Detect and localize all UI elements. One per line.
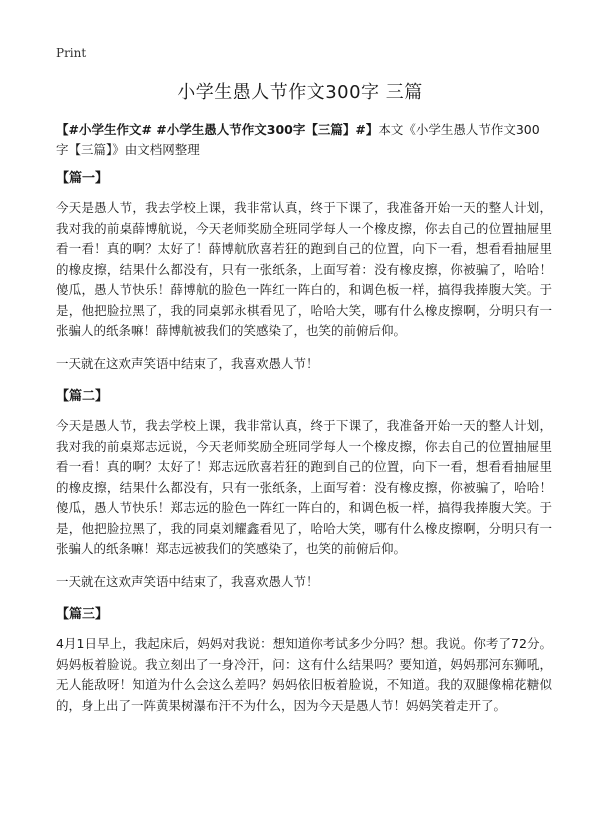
intro-source: 本文《小学生愚人节作文300字【三篇】》由文档网整理: [56, 122, 540, 157]
article-body: [56, 120, 552, 728]
paragraph: 今天是愚人节，我去学校上课，我非常认真，终于下课了，我准备开始一天的整人计划，我对我的前桌郑志远说，今天老师奖励全班同学每人一个橡皮擦，你去自己的位置抽屉里看一看！真的啊？太好了！郑志远欣喜若狂的跑到自己的位置，向下一看，想看看抽屉里的橡皮擦，结果什么都没有，只有一张纸条，上面写着：没有橡皮擦，你被骗了，哈哈！傻瓜，愚人节快乐！郑志远的脸色一阵红一阵白的，和调色板一样，搞得我捧腹大笑。于是，他把脸拉黑了，我的同桌刘耀鑫看见了，哈哈大笑，哪有什么橡皮擦啊，分明只有一张骗人的纸条嘛！郑志远被我们的笑感染了，也笑的前俯后仰。: [56, 418, 552, 556]
page-title: 小学生愚人节作文300字 三篇: [177, 82, 423, 103]
section-3: [56, 604, 552, 716]
section-heading: 【篇三】: [56, 607, 109, 622]
paragraph: 4月1日早上，我起床后，妈妈对我说：想知道你考试多少分吗？想。我说。你考了72分。妈妈板着脸说。我立刻出了一身冷汗，问：这有什么结果吗？要知道，妈妈那河东狮吼，无人能敌呀！知道为什么会这么差吗？妈妈依旧板着脸说，不知道。我的双腿像棉花糖似的，身上出了一阵黄果树瀑布汗不为什么，因为今天是愚人节！妈妈笑着走开了。: [56, 636, 552, 713]
paragraph: 一天就在这欢声笑语中结束了，我喜欢愚人节！: [56, 573, 319, 589]
section-1: [56, 168, 552, 374]
paragraph: 一天就在这欢声笑语中结束了，我喜欢愚人节！: [56, 355, 319, 371]
paragraph: 今天是愚人节，我去学校上课，我非常认真，终于下课了，我准备开始一天的整人计划，我对我的前桌薛博航说，今天老师奖励全班同学每人一个橡皮擦，你去自己的位置抽屉里看一看！真的啊？太好了！薛博航欣喜若狂的跑到自己的位置，向下一看，想看看抽屉里的橡皮擦，结果什么都没有，只有一张纸条，上面写着：没有橡皮擦，你被骗了，哈哈！傻瓜，愚人节快乐！薛博航的脸色一阵红一阵白的，和调色板一样，搞得我捧腹大笑。于是，他把脸拉黑了，我的同桌郭永棋看见了，哈哈大笑，哪有什么橡皮擦啊，分明只有一张骗人的纸条嘛！薛博航被我们的笑感染了，也笑的前俯后仰。: [56, 200, 552, 338]
section-heading: 【篇二】: [56, 389, 109, 404]
intro-tags: 【#小学生作文# #小学生愚人节作文300字【三篇】#】: [56, 122, 379, 137]
section-heading: 【篇一】: [56, 171, 109, 186]
section-2: [56, 386, 552, 592]
print-label: Print: [56, 46, 87, 60]
intro-text: [56, 120, 552, 160]
